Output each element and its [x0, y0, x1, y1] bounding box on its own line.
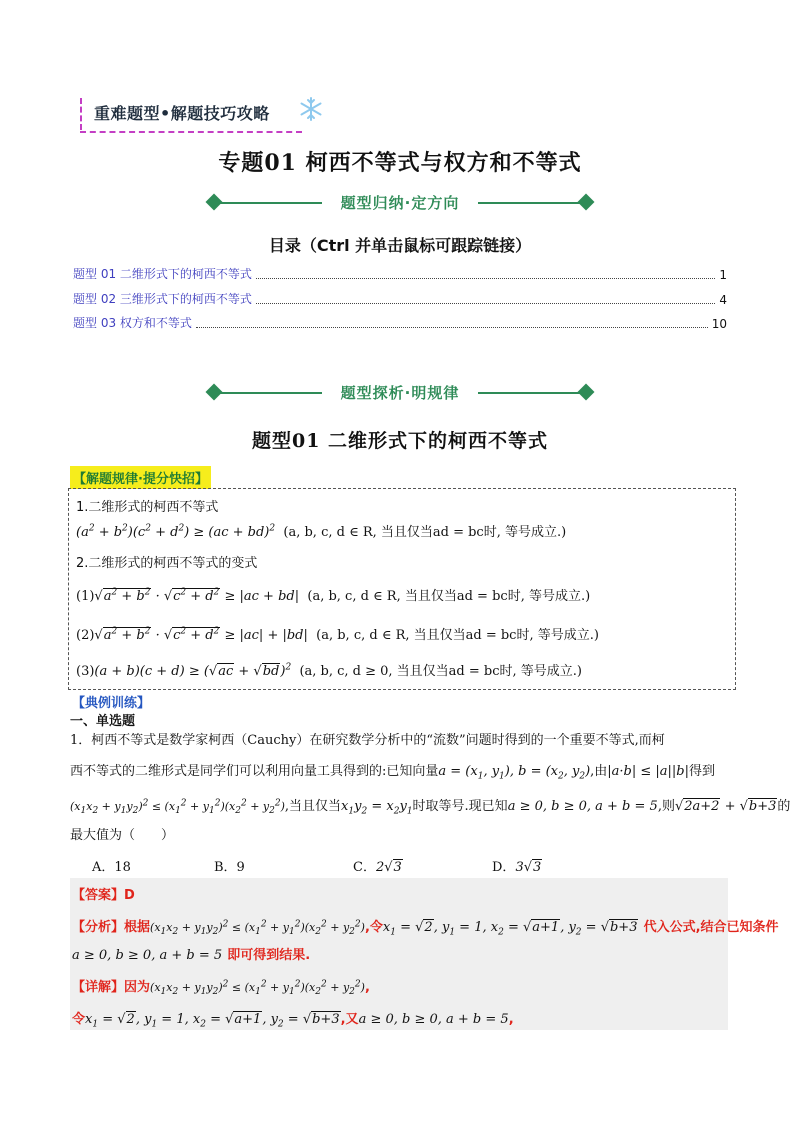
- detail-line-2: 令$x_1 = √2$, $y_1 = 1$, $x_2 = √a+1$, $y_2 = √b+3$,又a ≥ 0, b ≥ 0, a + b = 5,: [72, 1012, 514, 1030]
- option-a[interactable]: A．18: [92, 860, 131, 875]
- mc-label: 一、单选题: [70, 714, 136, 729]
- analysis-line-2: a ≥ 0, b ≥ 0, a + b = 5 即可得到结果.: [72, 948, 311, 963]
- question-line-1: 1．柯西不等式是数学家柯西（Cauchy）在研究数学分析中的“流数”问题时得到的一个重要不等式,而柯: [70, 733, 665, 748]
- question-line-3: $(x_1x_2 + y_1y_2)^2 \le (x_1^2 + y_1^2)(x_2^2 + y_2^2)$,当且仅当$x_1y_2 = x_2y_1$时取等号.现已知a ≥ 0, b ≥ 0, a + b = 5,则√2a+2 + √b+3的: [70, 798, 791, 817]
- formula-4-cond: (a, b, c, d ≥ 0, 当且仅当ad = bc时, 等号成立.): [299, 664, 582, 679]
- header-tag-bar: [80, 98, 84, 130]
- header-tag-underline: [80, 131, 302, 133]
- section-title: 题型01 二维形式下的柯西不等式: [251, 430, 549, 452]
- option-c[interactable]: C．2√3: [353, 860, 402, 875]
- snowflake-icon: [298, 96, 324, 122]
- banner-analysis: [208, 380, 592, 406]
- formula-1-cond: (a, b, c, d ∈ R, 当且仅当ad = bc时, 等号成立.): [283, 525, 567, 540]
- toc-link-1[interactable]: 题型 01 二维形式下的柯西不等式 1: [73, 267, 727, 282]
- formula-3: $(2)√a^2 + b^2 \cdot √c^2 + d^2 \ge |ac| + |bd|$ (a, b, c, d ∈ R, 当且仅当ad = bc时, 等号成立.): [76, 626, 599, 643]
- page-title: 专题01 柯西不等式与权方和不等式: [218, 150, 582, 176]
- formula-2-cond: (a, b, c, d ∈ R, 当且仅当ad = bc时, 等号成立.): [307, 589, 591, 604]
- option-d[interactable]: D．3√3: [492, 860, 542, 875]
- toc-title: 目录（Ctrl 并单击鼠标可跟踪链接）: [268, 236, 532, 255]
- formula-2: $(1)√a^2 + b^2 \cdot √c^2 + d^2 \ge |ac + bd|$ (a, b, c, d ∈ R, 当且仅当ad = bc时, 等号成立.): [76, 587, 591, 604]
- tip-heading-1: 1.二维形式的柯西不等式: [76, 500, 219, 515]
- tip-heading-2: 2.二维形式的柯西不等式的变式: [76, 556, 258, 571]
- question-line-2: 西不等式的二维形式是同学们可以利用向量工具得到的:已知向量$a = (x_1$, $y_1$), $b = (x_2$, $y_2$),由|a·b| ≤ |a||b|得到: [70, 764, 716, 782]
- formula-3-cond: (a, b, c, d ∈ R, 当且仅当ad = bc时, 等号成立.): [316, 628, 599, 643]
- tip-label: 【解题规律·提分快招】: [70, 466, 211, 489]
- option-b[interactable]: B．9: [214, 860, 245, 875]
- banner-summary: [208, 190, 592, 216]
- toc-link-2[interactable]: 题型 02 三维形式下的柯西不等式 4: [73, 292, 727, 307]
- example-label: 【典例训练】: [72, 696, 151, 711]
- formula-1: $(a^2 + b^2)(c^2 + d^2) \ge (ac + bd)^2$ (a, b, c, d ∈ R, 当且仅当ad = bc时, 等号成立.): [76, 523, 567, 540]
- banner-analysis-text: 题型探析·明规律: [340, 384, 460, 402]
- answer-label: 【答案】D: [72, 888, 135, 903]
- header-tag: 重难题型•解题技巧攻略: [94, 104, 270, 123]
- banner-summary-text: 题型归纳·定方向: [340, 194, 460, 212]
- toc-link-3[interactable]: 题型 03 权方和不等式 10: [73, 316, 727, 331]
- analysis-line-1: 【分析】根据$(x_1x_2 + y_1y_2)^2 \le (x_1^2 + y_1^2)(x_2^2 + y_2^2)$,令$x_1 = √2$, $y_1 = 1$, $x_2 = √a+1$, $y_2 = √b+3$ 代入公式,结合已知条件: [72, 919, 779, 938]
- formula-4: $(3)(a + b)(c + d) \ge (√ac + √bd)^2$ (a, b, c, d ≥ 0, 当且仅当ad = bc时, 等号成立.): [76, 662, 582, 679]
- detail-line-1: 【详解】因为$(x_1x_2 + y_1y_2)^2 \le (x_1^2 + y_1^2)(x_2^2 + y_2^2)$,: [72, 979, 370, 998]
- question-line-4: 最大值为（ ）: [70, 828, 175, 843]
